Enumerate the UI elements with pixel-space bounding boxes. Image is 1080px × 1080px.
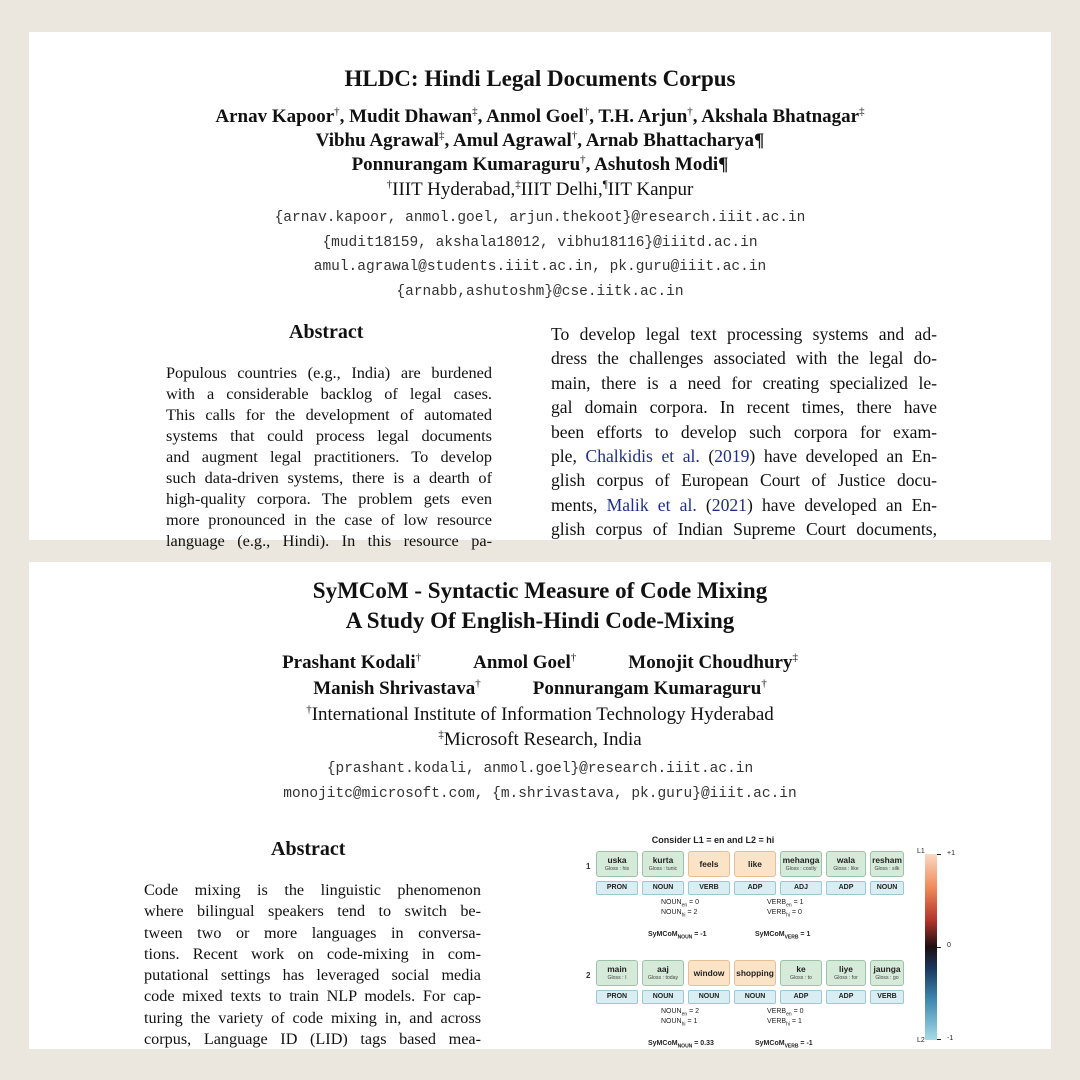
symcom-figure bbox=[553, 830, 973, 1049]
token-box bbox=[642, 960, 684, 986]
text-line: high-quality corpora. The problem gets even bbox=[166, 489, 492, 508]
verb-hi-count bbox=[767, 909, 802, 918]
affiliation-mark: † bbox=[570, 651, 577, 664]
stat-label: NOUN bbox=[661, 1018, 682, 1025]
token-gloss: Gloss : costly bbox=[785, 866, 817, 872]
token-box bbox=[780, 960, 822, 986]
stat-label: VERB bbox=[767, 909, 787, 916]
token-word: mehanga bbox=[782, 855, 820, 865]
abstract-text bbox=[166, 362, 492, 551]
token-word: ke bbox=[796, 964, 806, 974]
token-box bbox=[688, 851, 730, 877]
token-box bbox=[596, 851, 638, 877]
pos-tag: ADP bbox=[780, 990, 822, 1004]
abstract-heading: Abstract bbox=[271, 838, 346, 860]
citation-link[interactable]: Malik et al. bbox=[606, 494, 697, 515]
paper-title: HLDC: Hindi Legal Documents Corpus bbox=[344, 66, 736, 91]
token-box bbox=[826, 851, 866, 877]
text-line: tions. Recent work on code-mixing in com- bbox=[144, 944, 481, 963]
author-line-2 bbox=[29, 130, 1051, 152]
token-word: jaunga bbox=[873, 964, 901, 974]
text-segment: ) have developed an En- bbox=[746, 494, 937, 515]
colorbar bbox=[925, 854, 937, 1040]
author-name: Manish Shrivastava bbox=[313, 678, 476, 699]
text-line: putational settings has leveraged social media bbox=[144, 966, 481, 985]
example-number: 1 bbox=[586, 862, 591, 871]
affiliation-mark: ‡ bbox=[438, 728, 444, 741]
stat-value: = 1 bbox=[791, 899, 804, 906]
pos-tag: NOUN bbox=[642, 881, 684, 895]
colorbar-mid-value: 0 bbox=[947, 942, 951, 949]
text-line: where bilingual speakers tend to switch be- bbox=[144, 902, 481, 921]
token-word: resham bbox=[872, 855, 902, 865]
stat-subscript: en bbox=[681, 1011, 688, 1018]
stat-label: SyMCoM bbox=[648, 1040, 678, 1047]
verb-hi-count bbox=[767, 1018, 802, 1027]
text-line: systems that could process legal documents bbox=[166, 426, 492, 445]
email-line: {mudit18159, akshala18012, vibhu18116}@iiitd.ac.in bbox=[322, 235, 758, 251]
stat-value: = 0 bbox=[791, 1008, 804, 1015]
text-line: This calls for the development of automated bbox=[166, 405, 492, 424]
text-segment: been efforts to develop such corpora for exam- bbox=[551, 421, 937, 442]
stat-value: = -1 bbox=[798, 1040, 813, 1047]
text-line bbox=[551, 371, 937, 395]
affiliation-mark: ‡ bbox=[439, 129, 445, 142]
stat-label: NOUN bbox=[661, 1008, 682, 1015]
paper-title-line-2: A Study Of English-Hindi Code-Mixing bbox=[345, 608, 735, 633]
author-name: Akshala Bhatnagar bbox=[701, 106, 860, 127]
affiliations bbox=[29, 179, 1051, 201]
text-segment: gal domain corpora. In recent times, there have bbox=[551, 397, 937, 418]
text-segment: ple, bbox=[551, 446, 586, 467]
author-name: Monojit Choudhury bbox=[628, 652, 793, 673]
token-box bbox=[688, 960, 730, 986]
paper-panel-hldc bbox=[29, 32, 1051, 550]
pos-tag: NOUN bbox=[734, 990, 776, 1004]
stat-subscript: en bbox=[786, 902, 792, 909]
author-separator: , bbox=[444, 130, 453, 151]
pos-tag: ADJ bbox=[780, 881, 822, 895]
symcom-noun-value bbox=[648, 931, 707, 940]
author bbox=[282, 652, 421, 673]
stat-value: = 0 bbox=[789, 909, 802, 916]
author-name: Amul Agrawal bbox=[452, 130, 572, 151]
text-segment: ( bbox=[696, 494, 712, 515]
affiliation-2 bbox=[29, 729, 1051, 751]
text-line bbox=[551, 517, 937, 541]
colorbar-tick bbox=[937, 947, 941, 948]
text-line: language (e.g., Hindi). In this resource pa- bbox=[166, 531, 492, 550]
stat-subscript: hi bbox=[681, 1021, 686, 1028]
pos-tag: ADP bbox=[826, 990, 866, 1004]
affiliation-mark: † bbox=[306, 703, 312, 716]
token-box bbox=[734, 960, 776, 986]
stat-subscript: hi bbox=[681, 912, 686, 919]
token-box bbox=[870, 851, 904, 877]
text-line: more pronounced in the case of low resource bbox=[166, 510, 492, 529]
author-name: T.H. Arjun bbox=[598, 106, 688, 127]
text-line: tween two or more languages in conversa- bbox=[144, 923, 481, 942]
author-name: Anmol Goel bbox=[473, 652, 571, 673]
token-gloss: Gloss : today bbox=[647, 975, 679, 981]
token-gloss: Gloss : silk bbox=[874, 866, 900, 872]
author-separator: , bbox=[577, 130, 586, 151]
token-box bbox=[870, 960, 904, 986]
affiliation-mark: † bbox=[386, 178, 393, 191]
figure-title: Consider L1 = en and L2 = hi bbox=[651, 835, 775, 845]
colorbar-top-value: +1 bbox=[947, 850, 955, 857]
token-box bbox=[734, 851, 776, 877]
token-word: main bbox=[607, 964, 627, 974]
colorbar-top-label: L1 bbox=[917, 848, 925, 855]
affiliation-mark: † bbox=[334, 105, 340, 118]
affiliation-name: IIIT Delhi, bbox=[520, 179, 603, 200]
text-line: with a considerable backlog of legal cases. bbox=[166, 384, 492, 403]
affiliation-text: International Institute of Information Technology Hyderabad bbox=[311, 704, 774, 725]
stat-subscript: hi bbox=[786, 1021, 790, 1028]
colorbar-tick bbox=[937, 1039, 941, 1040]
stat-label: VERB bbox=[767, 899, 787, 906]
author bbox=[473, 652, 576, 673]
affiliation-mark: † bbox=[415, 651, 422, 664]
symcom-verb-value bbox=[755, 931, 810, 940]
author-name: Ashutosh Modi¶ bbox=[594, 154, 729, 175]
text-segment: main, there is a need for creating specialized le- bbox=[551, 372, 937, 393]
author-name: Arnab Bhattacharya¶ bbox=[585, 130, 765, 151]
token-gloss: Gloss : go bbox=[875, 975, 899, 981]
text-segment: glish corpus of Indian Supreme Court documents, bbox=[551, 519, 937, 540]
text-line bbox=[551, 395, 937, 419]
stat-subscript: NOUN bbox=[677, 1043, 693, 1050]
text-segment: ( bbox=[699, 446, 715, 467]
author-name: Anmol Goel bbox=[486, 106, 584, 127]
stat-label: VERB bbox=[767, 1018, 787, 1025]
text-line: code mixed texts to train NLP models. For cap- bbox=[144, 987, 481, 1006]
text-line: such data-driven systems, there is a dearth of bbox=[166, 468, 492, 487]
token-gloss: Gloss : tunic bbox=[648, 866, 678, 872]
affiliation-mark: † bbox=[761, 677, 767, 690]
stat-subscript: en bbox=[786, 1011, 792, 1018]
token-gloss: Gloss : I bbox=[607, 975, 627, 981]
affiliation-mark: † bbox=[583, 105, 590, 118]
token-word: liye bbox=[839, 964, 853, 974]
stat-subscript: en bbox=[681, 902, 688, 909]
affiliation-mark: ‡ bbox=[792, 651, 798, 664]
email-line: {arnabb,ashutoshm}@cse.iitk.ac.in bbox=[396, 284, 684, 300]
affiliation-1 bbox=[29, 704, 1051, 726]
paper-panel-symcom bbox=[29, 562, 1051, 1049]
stat-value: = 2 bbox=[687, 1008, 700, 1015]
colorbar-bottom-label: L2 bbox=[917, 1037, 925, 1044]
stat-subscript: VERB bbox=[784, 934, 799, 941]
token-word: shopping bbox=[736, 968, 774, 978]
affiliation-mark: † bbox=[475, 677, 481, 690]
affiliation-mark: ‡ bbox=[515, 178, 521, 191]
text-segment: dress the challenges associated with the legal do- bbox=[551, 348, 937, 369]
pos-tag: ADP bbox=[826, 881, 866, 895]
pos-tag: NOUN bbox=[688, 990, 730, 1004]
email-line: amul.agrawal@students.iiit.ac.in, pk.guru@iiit.ac.in bbox=[313, 259, 767, 275]
author-name: Arnav Kapoor bbox=[215, 106, 335, 127]
stat-label: NOUN bbox=[661, 899, 682, 906]
token-gloss: Gloss : to bbox=[790, 975, 812, 981]
author-separator: , bbox=[692, 106, 702, 127]
abstract-heading: Abstract bbox=[289, 321, 364, 343]
stat-label: NOUN bbox=[661, 909, 682, 916]
stat-value: = -1 bbox=[692, 931, 707, 938]
author-name: Ponnurangam Kumaraguru bbox=[532, 678, 762, 699]
affiliation-mark: ‡ bbox=[472, 105, 478, 118]
stat-subscript: VERB bbox=[784, 1043, 799, 1050]
text-line: corpus, Language ID (LID) tags based mea- bbox=[144, 1030, 481, 1049]
author bbox=[628, 652, 798, 673]
text-line: turing the variety of code mixing in, and across bbox=[144, 1008, 481, 1027]
token-word: feels bbox=[699, 859, 719, 869]
text-line bbox=[551, 493, 937, 517]
affiliation-mark: † bbox=[687, 105, 693, 118]
colorbar-tick bbox=[937, 854, 941, 855]
affiliation-text: Microsoft Research, India bbox=[443, 729, 642, 750]
pos-tag: NOUN bbox=[870, 881, 904, 895]
token-word: wala bbox=[836, 855, 856, 865]
author-separator: , bbox=[589, 106, 599, 127]
noun-en-count bbox=[661, 1008, 699, 1017]
affiliation-name: IIIT Hyderabad, bbox=[392, 179, 516, 200]
pos-tag: ADP bbox=[734, 881, 776, 895]
text-segment: ) have developed an En- bbox=[749, 446, 937, 467]
token-gloss: Gloss : like bbox=[833, 866, 859, 872]
affiliation-name: IIT Kanpur bbox=[607, 179, 694, 200]
paper-title-line-1: SyMCoM - Syntactic Measure of Code Mixing bbox=[312, 578, 768, 603]
email-line: monojitc@microsoft.com, {m.shrivastava, pk.guru}@iiit.ac.in bbox=[283, 786, 797, 802]
pos-tag: VERB bbox=[870, 990, 904, 1004]
author-name: Prashant Kodali bbox=[282, 652, 416, 673]
author-separator: , bbox=[477, 106, 487, 127]
verb-en-count bbox=[767, 1008, 804, 1017]
token-word: aaj bbox=[657, 964, 669, 974]
author-name: Vibhu Agrawal bbox=[315, 130, 440, 151]
symcom-verb-value bbox=[755, 1040, 813, 1049]
text-line bbox=[551, 322, 937, 346]
email-line: {prashant.kodali, anmol.goel}@research.iiit.ac.in bbox=[326, 761, 754, 777]
text-segment: To develop legal text processing systems and ad- bbox=[551, 324, 937, 344]
abstract-text bbox=[144, 880, 481, 1050]
stat-value: = 0 bbox=[687, 899, 700, 906]
token-box bbox=[780, 851, 822, 877]
citation-link[interactable]: 2019 bbox=[714, 446, 750, 467]
text-line bbox=[551, 420, 937, 444]
author-line-1 bbox=[29, 106, 1051, 128]
author-line-2 bbox=[29, 678, 1051, 700]
token-gloss: Gloss : his bbox=[604, 866, 630, 872]
author-name: Mudit Dhawan bbox=[349, 106, 473, 127]
noun-hi-count bbox=[661, 1018, 697, 1027]
token-gloss: Gloss : for bbox=[834, 975, 858, 981]
author-line-1 bbox=[29, 652, 1051, 674]
stat-subscript: hi bbox=[786, 912, 790, 919]
stat-label: SyMCoM bbox=[755, 1040, 785, 1047]
citation-link[interactable]: Chalkidis et al. bbox=[585, 446, 700, 467]
text-line bbox=[551, 346, 937, 370]
text-line bbox=[551, 468, 937, 492]
text-line bbox=[551, 444, 937, 468]
pos-tag: PRON bbox=[596, 881, 638, 895]
stat-value: = 1 bbox=[789, 1018, 802, 1025]
text-line: Code mixing is the linguistic phenomenon bbox=[144, 881, 481, 899]
token-box bbox=[596, 960, 638, 986]
stat-value: = 1 bbox=[798, 931, 811, 938]
email-line: {arnav.kapoor, anmol.goel, arjun.thekoot}@research.iiit.ac.in bbox=[274, 210, 806, 226]
token-word: uska bbox=[607, 855, 627, 865]
stat-label: SyMCoM bbox=[755, 931, 785, 938]
verb-en-count bbox=[767, 899, 804, 908]
pos-tag: NOUN bbox=[642, 990, 684, 1004]
stat-label: SyMCoM bbox=[648, 931, 678, 938]
token-word: kurta bbox=[652, 855, 674, 865]
affiliation-mark: ¶ bbox=[602, 178, 608, 191]
author bbox=[313, 678, 481, 699]
text-line: and augment legal practitioners. To develop bbox=[166, 447, 492, 466]
affiliation-mark: ‡ bbox=[859, 105, 865, 118]
token-word: window bbox=[693, 968, 725, 978]
author bbox=[533, 678, 767, 699]
pos-tag: VERB bbox=[688, 881, 730, 895]
token-box bbox=[642, 851, 684, 877]
pos-tag: PRON bbox=[596, 990, 638, 1004]
author-separator: , bbox=[339, 106, 350, 127]
stat-value: = 1 bbox=[685, 1018, 698, 1025]
author-name: Ponnurangam Kumaraguru bbox=[351, 154, 581, 175]
example-number: 2 bbox=[586, 971, 591, 980]
colorbar-bottom-value: -1 bbox=[947, 1035, 954, 1042]
stat-value: = 2 bbox=[685, 909, 698, 916]
affiliation-mark: † bbox=[580, 153, 586, 166]
noun-en-count bbox=[661, 899, 699, 908]
stat-value: = 0.33 bbox=[692, 1040, 714, 1047]
noun-hi-count bbox=[661, 909, 697, 918]
citation-link[interactable]: 2021 bbox=[711, 494, 747, 515]
stat-label: VERB bbox=[767, 1008, 787, 1015]
text-line: Populous countries (e.g., India) are burdened bbox=[166, 363, 492, 382]
stat-subscript: NOUN bbox=[677, 934, 693, 941]
affiliation-mark: † bbox=[571, 129, 578, 142]
introduction-text bbox=[551, 322, 937, 542]
author-separator: , bbox=[585, 154, 595, 175]
symcom-noun-value bbox=[648, 1040, 714, 1049]
token-box bbox=[826, 960, 866, 986]
token-word: like bbox=[748, 859, 762, 869]
author-line-3 bbox=[29, 154, 1051, 176]
text-segment: glish corpus of European Court of Justice docu- bbox=[551, 470, 937, 491]
text-segment: ments, bbox=[551, 494, 607, 515]
